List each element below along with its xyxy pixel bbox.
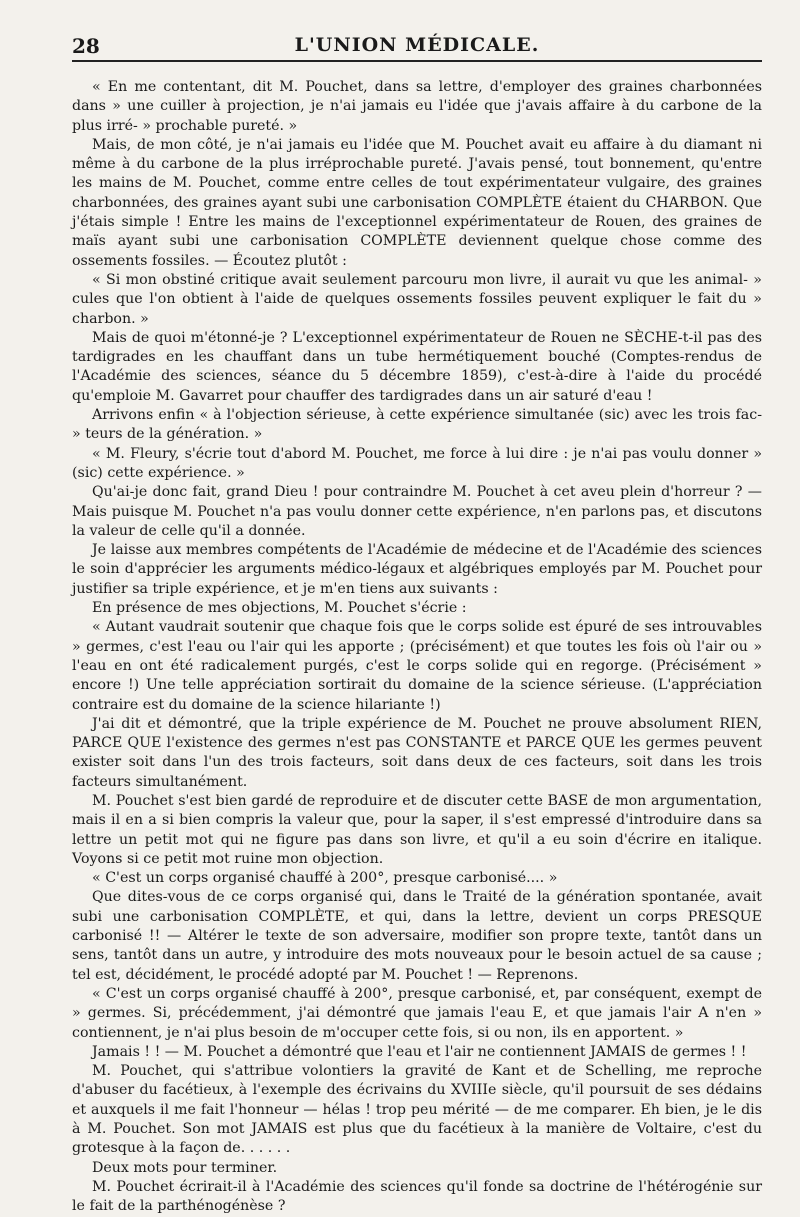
paragraph: Mais, de mon côté, je n'ai jamais eu l'idée que M. Pouchet avait eu affaire à du diamant ni même à du carbone de la plus irréprochable pureté. J'avais pensé, tout bonnement, qu'entre les mains de M. Pouchet, comme entre celles de tout expérimentateur vulgaire, des graines charbonnées, des graines ayant subi une carbonisation COMPLÈTE étaient du CHARBON. Que j'étais simple ! Entre les mains de l'exceptionnel expérimentateur de Rouen, des graines de maïs ayant subi une carbonisation COMPLÈTE deviennent quelque chose comme des ossements fossiles. — Écoutez plutôt : [72,136,762,269]
paragraph: Que dites-vous de ce corps organisé qui, dans le Traité de la génération spontanée, avait subi une carbonisation COMPLÈTE, et qui, dans la lettre, devient un corps PRESQUE carbonisé !! — Altérer le texte de son adversaire, modifier son propre texte, tantôt dans un sens, tantôt dans un autre, y introduire des mots nouveaux pour le besoin actuel de sa cause ; tel est, décidément, le procédé adopté par M. Pouchet ! — Reprenons. [72,889,762,983]
paragraph: « Autant vaudrait soutenir que chaque fois que le corps solide est épuré de ses introuvables » germes, c'est l'eau ou l'air qui les apporte ; (précisément) et que toutes les fois où l'air ou » l'eau en ont été radicalement purgés, c'est le corps solide qui en regorge. (Précisément » encore !) Une telle appréciation sortirait du domaine de la science sérieuse. (L'appréciation contraire est du domaine de la science hilariante !) [72,619,762,713]
paragraph: « C'est un corps organisé chauffé à 200°, presque carbonisé.... » [92,870,558,887]
running-head: L'UNION MÉDICALE. [294,34,540,56]
paragraph: « M. Fleury, s'écrie tout d'abord M. Pouchet, me force à lui dire : je n'ai pas voulu donner » (sic) cette expérience. » [72,445,762,481]
paragraph: En présence de mes objections, M. Pouchet s'écrie : [92,600,467,617]
paragraph: M. Pouchet s'est bien gardé de reproduire et de discuter cette BASE de mon argumentation, mais il en a si bien compris la valeur que, pour la saper, il s'est empressé d'introduire dans sa lettre un petit mot qui ne figure pas dans son livre, et qu'il a eu soin d'écrire en italique. Voyons si ce petit mot ruine mon objection. [72,792,762,867]
paragraph: « Si mon obstiné critique avait seulement parcouru mon livre, il aurait vu que les animal- » cules que l'on obtient à l'aide de quelques ossements fossiles peuvent expliquer le fait du » charbon. » [72,271,762,327]
paragraph: Je laisse aux membres compétents de l'Académie de médecine et de l'Académie des sciences le soin d'apprécier les arguments médico-légaux et algébriques employés par M. Pouchet pour justifier sa triple expérience, et je m'en tiens aux suivants : [72,542,762,597]
paragraph: « En me contentant, dit M. Pouchet, dans sa lettre, d'employer des graines charbonnées dans » une cuiller à projection, je n'ai jamais eu l'idée que j'avais affaire à du carbone de la plus irré- » prochable pureté. » [72,79,762,134]
paragraph: Deux mots pour terminer. [92,1159,278,1176]
paragraph: Mais de quoi m'étonné-je ? L'exceptionnel expérimentateur de Rouen ne SÈCHE-t-il pas des tardigrades en les chauffant dans un tube hermétiquement bouché (Comptes-rendus de l'Académie des sciences, séance du 5 décembre 1859), c'est-à-dire à l'aide du procédé qu'emploie M. Gavarret pour chauffer des tardigrades dans un air saturé d'eau ! [72,329,762,404]
paragraph: Arrivons enfin « à l'objection sérieuse, à cette expérience simultanée (sic) avec les trois fac- » teurs de la génération. » [72,407,762,443]
paragraph: Qu'ai-je donc fait, grand Dieu ! pour contraindre M. Pouchet à cet aveu plein d'horreur ? — Mais puisque M. Pouchet n'a pas voulu donner cette expérience, n'en parlons pas, et discutons la valeur de celle qu'il a donnée. [72,484,762,539]
paragraph: « C'est un corps organisé chauffé à 200°, presque carbonisé, et, par conséquent, exempt de » germes. Si, précédemment, j'ai démontré que jamais l'eau E, et que jamais l'air A n'en » contiennent, je n'ai plus besoin de m'occuper cette fois, si ou non, ils en apportent. » [72,985,762,1041]
page-header [72,18,762,62]
paragraph: M. Pouchet, qui s'attribue volontiers la gravité de Kant et de Schelling, me reproche d'abuser du facétieux, à l'exemple des écrivains du XVIIIe siècle, qu'il poursuit de ses dédains et auxquels il me fait l'honneur — hélas ! trop peu mérité — de me comparer. Eh bien, je le dis à M. Pouchet. Son mot JAMAIS est plus que du facétieux à la manière de Voltaire, c'est du grotesque à la façon de. . . . . . [72,1063,762,1157]
paragraph: Jamais ! ! — M. Pouchet a démontré que l'eau et l'air ne contiennent JAMAIS de germes ! ! [92,1043,747,1060]
body-text [72,78,762,1217]
paragraph: J'ai dit et démontré, que la triple expérience de M. Pouchet ne prouve absolument RIEN, PARCE QUE l'existence des germes n'est pas CONSTANTE et PARCE QUE les germes peuvent exister soit dans l'un des trois facteurs, soit dans deux de ces facteurs, soit dans les trois facteurs simultanément. [72,715,762,790]
paragraph: M. Pouchet écrirait-il à l'Académie des sciences qu'il fonde sa doctrine de l'hétérogénie sur le fait de la parthénogénèse ? [72,1178,762,1215]
page-number: 28 [72,34,100,58]
